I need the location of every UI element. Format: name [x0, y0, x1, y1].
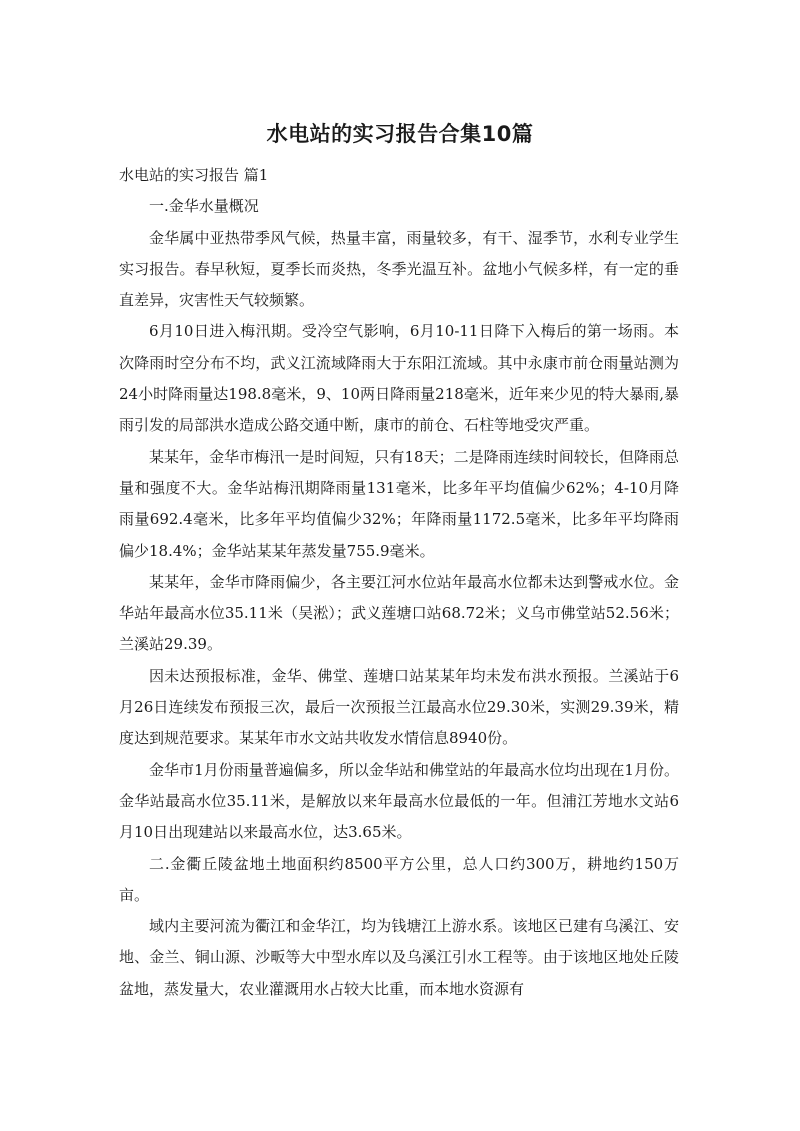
paragraph: 6月10日进入梅汛期。受冷空气影响，6月10-11日降下入梅后的第一场雨。本次降雨时空分布不均，武义江流域降雨大于东阳江流域。其中永康市前仓雨量站测为24小时降雨量达198.8毫米，9、10两日降雨量218毫米，近年来少见的特大暴雨,暴雨引发的局部洪水造成公路交通中断，康市的前仓、石柱等地受灾严重。 [119, 322, 679, 435]
section-heading-2: 二.金衢丘陵盆地土地面积约8500平方公里，总人口约300万，耕地约150万亩。 [119, 854, 679, 904]
paragraph: 金华属中亚热带季风气候，热量丰富，雨量较多，有干、湿季节，水利专业学生实习报告。春早秋短，夏季长而炎热，冬季光温互补。盆地小气候多样，有一定的垂直差异，灾害性天气较频繁。 [119, 228, 679, 310]
document-body [119, 160, 679, 1005]
paragraph: 域内主要河流为衢江和金华江，均为钱塘江上游水系。该地区已建有乌溪江、安地、金兰、铜山源、沙畈等大中型水库以及乌溪江引水工程等。由于该地区地处丘陵盆地，蒸发量大，农业灌溉用水占较大比重，而本地水资源有 [119, 917, 679, 998]
paragraph: 因未达预报标准，金华、佛堂、莲塘口站某某年均未发布洪水预报。兰溪站于6月26日连续发布预报三次，最后一次预报兰江最高水位29.30米，实测29.39米，精度达到规范要求。某某年市水文站共收发水情信息8940份。 [119, 666, 679, 748]
paragraph: 某某年，金华市梅汛一是时间短，只有18天；二是降雨连续时间较长，但降雨总量和强度不大。金华站梅汛期降雨量131毫米，比多年平均值偏少62%；4-10月降雨量692.4毫米，比多年平均值偏少32%；年降雨量1172.5毫米，比多年平均降雨偏少18.4%；金华站某某年蒸发量755.9毫米。 [119, 447, 679, 560]
paragraph: 某某年，金华市降雨偏少，各主要江河水位站年最高水位都未达到警戒水位。金华站年最高水位35.11米（吴淞）；武义莲塘口站68.72米；义乌市佛堂站52.56米；兰溪站29.39。 [119, 572, 679, 654]
section-subtitle: 水电站的实习报告 篇1 [119, 166, 269, 184]
paragraph: 金华市1月份雨量普遍偏多，所以金华站和佛堂站的年最高水位均出现在1月份。金华站最高水位35.11米，是解放以来年最高水位最低的一年。但浦江芳地水文站6月10日出现建站以来最高水位，达3.65米。 [119, 760, 679, 842]
section-heading-1: 一.金华水量概况 [149, 197, 259, 216]
document-title: 水电站的实习报告合集10篇 [266, 122, 534, 146]
